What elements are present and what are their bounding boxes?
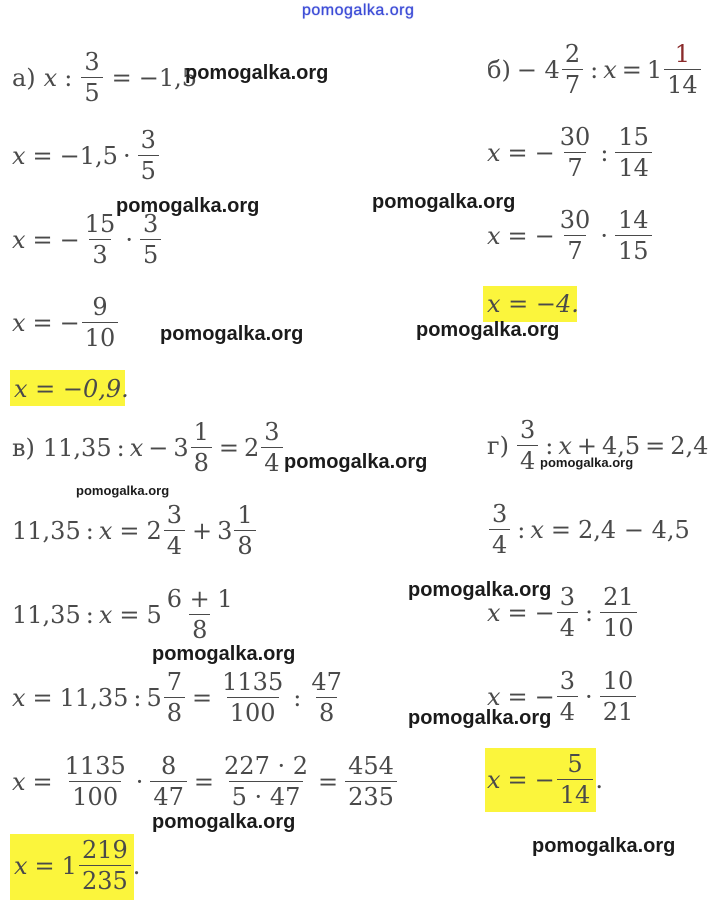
fraction: $\frac{3}{5}$	[81, 50, 102, 105]
a-var: x	[43, 63, 58, 92]
equals: =	[32, 141, 53, 170]
fraction: $\frac{14}{15}$	[615, 208, 652, 263]
watermark: pomogalka.org	[152, 643, 296, 665]
operator: :	[293, 683, 302, 712]
value: 2	[244, 433, 260, 462]
g-answer	[487, 752, 603, 807]
a-line-3	[12, 212, 163, 267]
g-label: г)	[487, 431, 509, 460]
value: 11,35	[12, 516, 81, 545]
site-header-link[interactable]: pomogalka.org	[302, 2, 415, 19]
operator: +	[192, 516, 213, 545]
value: 2	[146, 516, 162, 545]
value: 3	[173, 433, 189, 462]
value: 11,35	[42, 433, 112, 462]
var: x	[530, 515, 544, 544]
operator: :	[590, 55, 599, 84]
equals: =	[32, 308, 53, 337]
var: x	[12, 767, 26, 796]
a-line-4	[12, 295, 120, 350]
var: x	[98, 600, 113, 629]
var: x	[487, 598, 501, 627]
watermark: pomogalka.org	[116, 195, 260, 217]
var: x	[603, 55, 617, 84]
value: 2,4	[670, 431, 709, 460]
a-op: :	[64, 63, 73, 92]
fraction: $\frac{7}{8}$	[164, 670, 185, 725]
equals: =	[111, 63, 132, 92]
var: x	[12, 225, 26, 254]
equals: =	[318, 767, 339, 796]
equals: =	[32, 683, 53, 712]
b-line-2	[487, 125, 654, 180]
watermark: pomogalka.org	[76, 483, 170, 498]
fraction: $\frac{3}{4}$	[261, 420, 282, 475]
fraction: $\frac{3}{4}$	[557, 669, 578, 724]
operator: :	[600, 138, 609, 167]
a-label: а)	[12, 63, 36, 92]
value: 11,35	[12, 600, 81, 629]
equals: =	[645, 431, 666, 460]
watermark: pomogalka.org	[540, 455, 634, 470]
fraction: $\frac{6 + 1}{8}$	[166, 585, 233, 644]
watermark: pomogalka.org	[284, 451, 428, 473]
operator: −	[148, 433, 169, 462]
value: 11,35	[59, 683, 129, 712]
minus: −	[534, 221, 555, 250]
fraction: $\frac{3}{4}$	[164, 503, 185, 558]
equals: =	[507, 682, 528, 711]
minus: −	[534, 765, 555, 794]
b-label: б)	[487, 55, 511, 84]
a-line-2	[12, 128, 161, 183]
operator: :	[85, 600, 94, 629]
v-line-3	[12, 587, 238, 642]
var: x	[12, 141, 26, 170]
fraction: $\frac{10}{21}$	[600, 669, 637, 724]
fraction: $\frac{30}{7}$	[559, 206, 591, 265]
var: x	[12, 683, 26, 712]
operator: :	[116, 433, 125, 462]
g-line-2	[487, 502, 690, 557]
operator: +	[576, 431, 597, 460]
watermark: pomogalka.org	[416, 319, 560, 341]
b-line-3	[487, 208, 654, 263]
operator: :	[85, 516, 94, 545]
fraction: $\frac{9}{10}$	[82, 295, 119, 350]
watermark: pomogalka.org	[185, 62, 329, 84]
operator: ·	[600, 221, 608, 250]
a-line-1	[12, 50, 197, 105]
watermark: pomogalka.org	[408, 707, 552, 729]
fraction: $\frac{47}{8}$	[311, 668, 342, 727]
operator: ·	[135, 767, 144, 796]
equals: =	[32, 225, 53, 254]
fraction: $\frac{227 \cdot 2}{5 \cdot 47}$	[224, 752, 308, 811]
var: x	[487, 138, 501, 167]
fraction: $\frac{1135}{100}$	[64, 752, 126, 811]
operator: :	[517, 515, 526, 544]
v-line-4	[12, 670, 347, 725]
b-answer: x = −4.	[487, 290, 579, 318]
var: x	[487, 765, 501, 794]
watermark: pomogalka.org	[152, 811, 296, 833]
minus: −	[59, 225, 80, 254]
fraction: $\frac{2}{7}$	[562, 42, 583, 97]
watermark: pomogalka.org	[408, 579, 552, 601]
equals: =	[550, 515, 572, 544]
fraction: $\frac{15}{14}$	[615, 125, 652, 180]
value: 3	[217, 516, 233, 545]
v-line-2	[12, 503, 258, 558]
fraction: $\frac{15}{3}$	[84, 210, 116, 269]
v-line-1	[12, 420, 285, 475]
a-rhs: −1,5	[138, 63, 197, 92]
fraction: $\frac{1135}{100}$	[222, 668, 284, 727]
var: x	[487, 682, 501, 711]
operator: ·	[125, 225, 133, 254]
value: 5	[146, 683, 162, 712]
minus: −	[534, 138, 555, 167]
watermark: pomogalka.org	[532, 835, 676, 857]
var: x	[12, 308, 26, 337]
fraction: $\frac{1}{8}$	[234, 503, 255, 558]
equals: =	[119, 516, 140, 545]
v-answer	[14, 838, 140, 893]
equals: =	[507, 598, 528, 627]
equals: =	[621, 55, 642, 84]
value: 1	[61, 851, 77, 880]
value: − 4	[516, 55, 560, 84]
v-line-5	[12, 754, 399, 809]
fraction: $\frac{8}{47}$	[150, 754, 187, 809]
fraction: $\frac{3}{5}$	[138, 128, 159, 183]
equals: =	[119, 600, 140, 629]
period: .	[132, 851, 141, 880]
equals: =	[507, 221, 528, 250]
operator: :	[545, 431, 554, 460]
fraction: $\frac{219}{235}$	[79, 838, 131, 893]
fraction: $\frac{21}{10}$	[600, 585, 637, 640]
value: 2,4 − 4,5	[578, 515, 690, 544]
var: x	[558, 431, 572, 460]
a-answer: x = −0,9.	[14, 375, 129, 403]
value: 5	[146, 600, 162, 629]
fraction: $\frac{3}{4}$	[557, 585, 578, 640]
fraction: $\frac{3}{4}$	[489, 502, 510, 557]
equals: =	[34, 851, 55, 880]
equals: =	[192, 683, 213, 712]
fraction: $\frac{3}{4}$	[517, 418, 538, 473]
fraction: $\frac{1}{14}$	[664, 42, 701, 97]
equals: =	[507, 765, 528, 794]
var: x	[14, 851, 28, 880]
equals: =	[218, 433, 240, 462]
watermark: pomogalka.org	[372, 191, 516, 213]
operator: ·	[585, 682, 593, 711]
var: x	[129, 433, 144, 462]
equals: =	[32, 767, 53, 796]
operator: ·	[122, 141, 131, 170]
value: −1,5	[59, 141, 118, 170]
operator: :	[585, 598, 594, 627]
fraction: $\frac{30}{7}$	[559, 123, 591, 182]
minus: −	[534, 598, 555, 627]
operator: :	[133, 683, 142, 712]
var: x	[98, 516, 113, 545]
fraction: $\frac{3}{5}$	[140, 212, 161, 267]
b-line-1	[487, 42, 703, 97]
fraction: $\frac{5}{14}$	[557, 752, 594, 807]
fraction: $\frac{454}{235}$	[345, 754, 397, 809]
value: 4,5	[601, 431, 641, 460]
minus: −	[59, 308, 80, 337]
equals: =	[507, 138, 528, 167]
fraction: $\frac{1}{8}$	[191, 420, 212, 475]
v-label: в)	[12, 433, 35, 462]
equals: =	[193, 767, 215, 796]
var: x	[487, 221, 501, 250]
value: 1	[646, 55, 663, 84]
period: .	[595, 765, 603, 794]
watermark: pomogalka.org	[160, 323, 304, 345]
minus: −	[534, 682, 555, 711]
